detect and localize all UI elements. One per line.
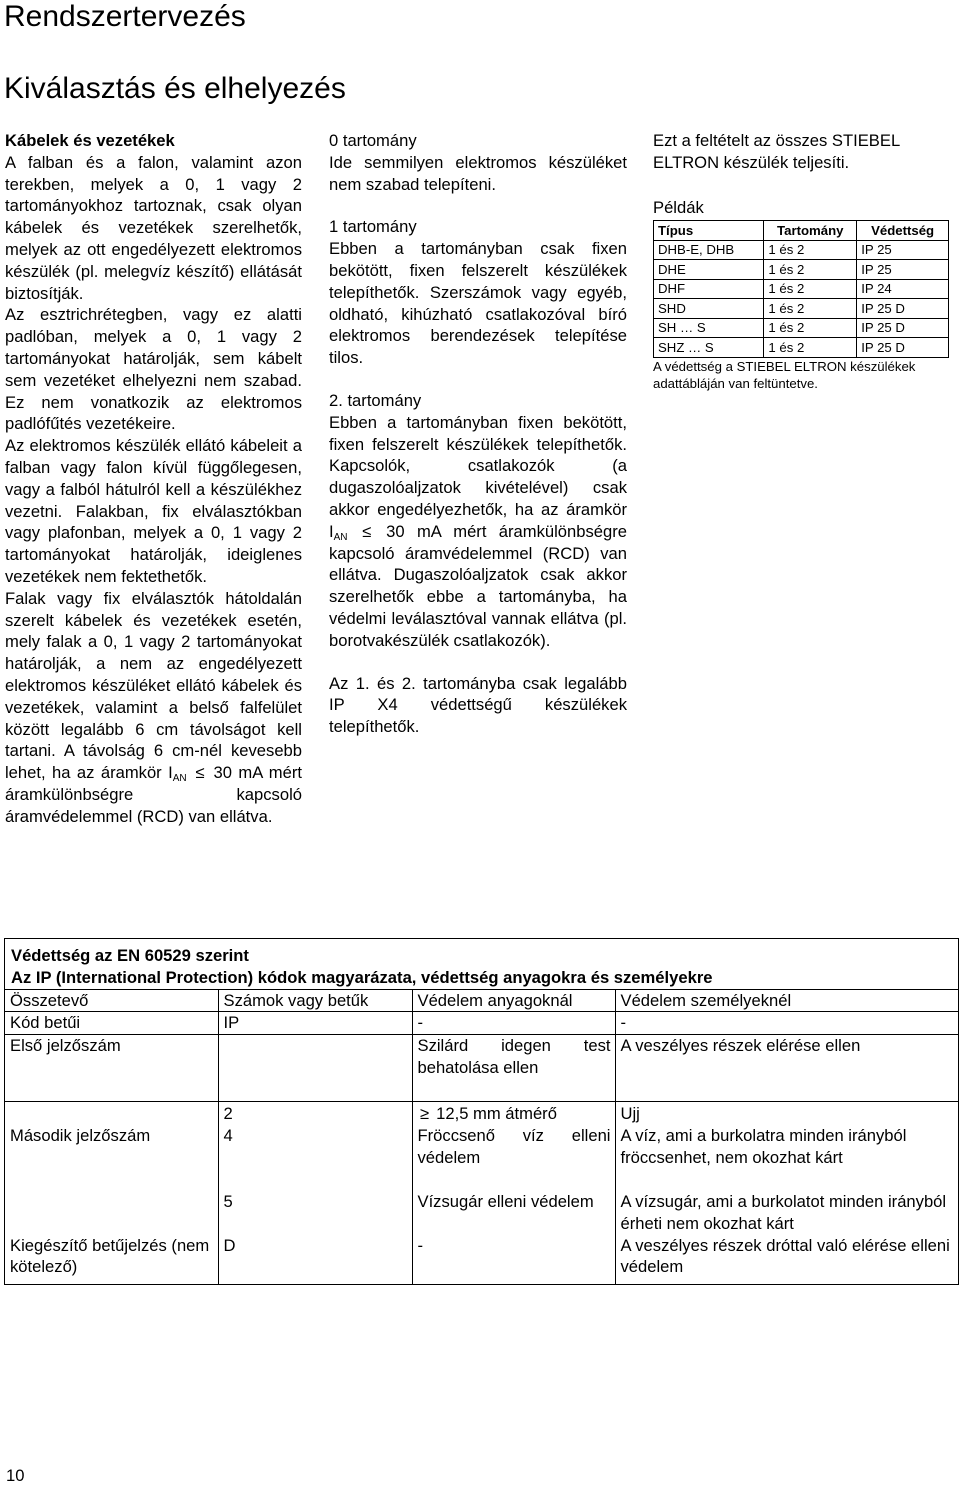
ip-row-extra	[5, 1235, 958, 1285]
ip-cell: A vízsugár, ami a burkolatot minden irányból érheti nem okozhat kárt	[615, 1191, 958, 1235]
ip-cell: Második jelzőszám	[5, 1125, 218, 1191]
ip-header: Védelem anyagoknál	[412, 989, 615, 1012]
zone-1-title: 1 tartomány	[329, 217, 417, 237]
ip-cell: -	[412, 1012, 615, 1035]
ip-cell: -	[412, 1235, 615, 1285]
ip-cell	[5, 1102, 218, 1125]
ip-table	[5, 989, 958, 1285]
ip-protection-box	[4, 938, 959, 1285]
table-cell: SH … S	[654, 318, 764, 338]
table-row	[654, 338, 949, 358]
less-equal-symbol: ≤	[195, 763, 205, 783]
cables-paragraph-4: Falak vagy fix elválasztók hátoldalán szerelt kábelek és vezetékek esetén, mely falak a 0, 1 vagy 2 tartományokat határolják, a nem az engedélyezett elektromos készüléket ellátó kábelek és vezetékek, valamint a belső falfelület között legalább 6 cm távolságot kell tartani. A távolság 6 cm-nél kevesebb lehet, ha az áramkör $I_{AN} \le 30$ mA mért áramkülönbségre kapcsoló áramvédelemmel (RCD) van ellátva.	[5, 588, 302, 826]
ip-row-2	[5, 1102, 958, 1125]
table-row	[654, 279, 949, 299]
table-cell: IP 25 D	[857, 299, 949, 319]
ip-row-second-digit	[5, 1125, 958, 1191]
table-cell: 1 és 2	[764, 299, 857, 319]
ip-cell: -	[615, 1012, 958, 1035]
table-cell: IP 25 D	[857, 318, 949, 338]
cables-paragraph-1: A falban és a falon, valamint azon terekben, melyek a 0, 1 vagy 2 tartományokhoz tartoznak, csak olyan kábelek és vezetékek szerelhetők, melyek az ott engedélyezett elektromos készülék (pl. melegvíz készítő) ellátását biztosítják.	[5, 152, 302, 303]
ip-cell: Kód betűi	[5, 1012, 218, 1035]
ip-cell: Ujj	[615, 1102, 958, 1125]
ip-cell: Fröccsenő víz elleni védelem	[412, 1125, 615, 1191]
table-cell: DHF	[654, 279, 764, 299]
table-cell: DHB-E, DHB	[654, 240, 764, 260]
section-title: Kiválasztás és elhelyezés	[4, 72, 346, 105]
ip-row-code	[5, 1012, 958, 1035]
ip-header: Összetevő	[5, 989, 218, 1012]
ip-cell: Vízsugár elleni védelem	[412, 1191, 615, 1235]
ip-row-5	[5, 1191, 958, 1235]
column-zones	[329, 130, 627, 738]
table-row	[654, 299, 949, 319]
ip-cell	[218, 1035, 412, 1102]
table-cell: IP 25	[857, 240, 949, 260]
table-cell: 1 és 2	[764, 240, 857, 260]
table-cell: IP 25 D	[857, 338, 949, 358]
table-cell: SHD	[654, 299, 764, 319]
zone-1-2-text: Az 1. és 2. tartományba csak legalább IP X4 védettségű készülékek telepíthetők.	[329, 673, 627, 737]
ip-cell: D	[218, 1235, 412, 1285]
ip-cell: Szilárd idegen test behatolása ellen	[412, 1035, 615, 1102]
page-title: Rendszertervezés	[4, 0, 246, 33]
ip-cell: Első jelzőszám	[5, 1035, 218, 1102]
table-cell: 1 és 2	[764, 318, 857, 338]
zone-2-title: 2. tartomány	[329, 390, 422, 410]
cables-paragraph-2: Az esztrichrétegben, vagy ez alatti padlóban, melyek a 0, 1 vagy 2 tartományokat határolják, sem kábelt sem vezetéket elhelyezni nem szabad. Ez nem vonatkozik az elektromos padlófűtés vezetékeire.	[5, 305, 302, 434]
column-examples	[653, 130, 953, 392]
greater-equal-symbol: ≥	[419, 1104, 430, 1124]
ip-cell: 5	[218, 1191, 412, 1235]
ip-cell: A víz, ami a burkolatra minden irányból fröccsenhet, nem okozhat kárt	[615, 1125, 958, 1191]
less-equal-symbol: ≤	[362, 521, 372, 541]
table-cell: 1 és 2	[764, 260, 857, 280]
ip-header-row	[5, 989, 958, 1012]
ip-cell: A veszélyes részek elérése ellen	[615, 1035, 958, 1102]
table-cell: IP 25	[857, 260, 949, 280]
examples-intro: Ezt a feltételt az összes STIEBEL ELTRON készülék teljesíti.	[653, 131, 900, 172]
ip-subtitle: Az IP (International Protection) kódok magyarázata, védettség anyagokra és személyekre	[11, 967, 713, 987]
table-header: Védettség	[857, 221, 949, 241]
ip-cell: Kiegészítő betűjelzés (nem kötelező)	[5, 1235, 218, 1285]
table-header-row	[654, 221, 949, 241]
table-cell: IP 24	[857, 279, 949, 299]
table-row	[654, 318, 949, 338]
table-header: Típus	[654, 221, 764, 241]
ip-header: Védelem személyeknél	[615, 989, 958, 1012]
ip-cell: 4	[218, 1125, 412, 1191]
ip-title: Védettség az EN 60529 szerint	[11, 946, 249, 965]
zone-2-text: Ebben a tartományban fixen bekötött, fixen felszerelt készülékek telepíthetők. Kapcsolók, csatlakozók (a dugaszolóaljzatok kivételével) csak akkor engedélyezhetők, ha az áramkör $I_{AN} \le 30$ mA mért áramkülönbségre kapcsoló áramvédelemmel (RCD) van ellátva. Dugaszolóaljzatok csak akkor szerelhetők ebbe a tartományba, ha védelmi leválasztóval vannak ellátva (pl. borotvakészülék csatlakozók).	[329, 412, 627, 650]
cables-heading: Kábelek és vezetékek	[5, 131, 175, 150]
table-cell: DHE	[654, 260, 764, 280]
table-row	[654, 260, 949, 280]
cables-paragraph-3: Az elektromos készülék ellátó kábeleit a falban vagy falon kívül függőlegesen, vagy a falból hátulról kell a készülékhez vezetni. Falakban, fix elválasztókban vagy plafonban, melyek a 0, 1 vagy 2 tartományokat határolják, ideiglenes vezetékek nem fektethetők.	[5, 436, 302, 586]
table-header: Tartomány	[764, 221, 857, 241]
table-cell: 1 és 2	[764, 338, 857, 358]
examples-title: Példák	[653, 197, 704, 217]
zone-0-text: Ide semmilyen elektromos készüléket nem szabad telepíteni.	[329, 152, 627, 194]
examples-table	[653, 220, 949, 358]
table-cell: SHZ … S	[654, 338, 764, 358]
ip-row-first-digit	[5, 1035, 958, 1102]
zone-1-text: Ebben a tartományban csak fixen bekötött, fixen felszerelt készülékek telepíthetők. Szerszámok vagy egyéb, oldható, kihúzható csatlakozóval bíró elektromos berendezések telepítése tilos.	[329, 239, 627, 368]
table-cell: 1 és 2	[764, 279, 857, 299]
table-row	[654, 240, 949, 260]
ip-cell: A veszélyes részek dróttal való elérése elleni védelem	[615, 1235, 958, 1285]
ip-cell	[5, 1191, 218, 1235]
ip-cell: 2	[218, 1102, 412, 1125]
column-cables	[5, 130, 302, 828]
page-number: 10	[6, 1466, 25, 1485]
ip-header: Számok vagy betűk	[218, 989, 412, 1012]
ip-cell: ≥ 12,5 mm átmérő	[412, 1102, 615, 1125]
examples-note: A védettség a STIEBEL ELTRON készülékek adattábláján van feltüntetve.	[653, 358, 916, 391]
ip-cell: IP	[218, 1012, 412, 1035]
zone-0-title: 0 tartomány	[329, 131, 417, 150]
